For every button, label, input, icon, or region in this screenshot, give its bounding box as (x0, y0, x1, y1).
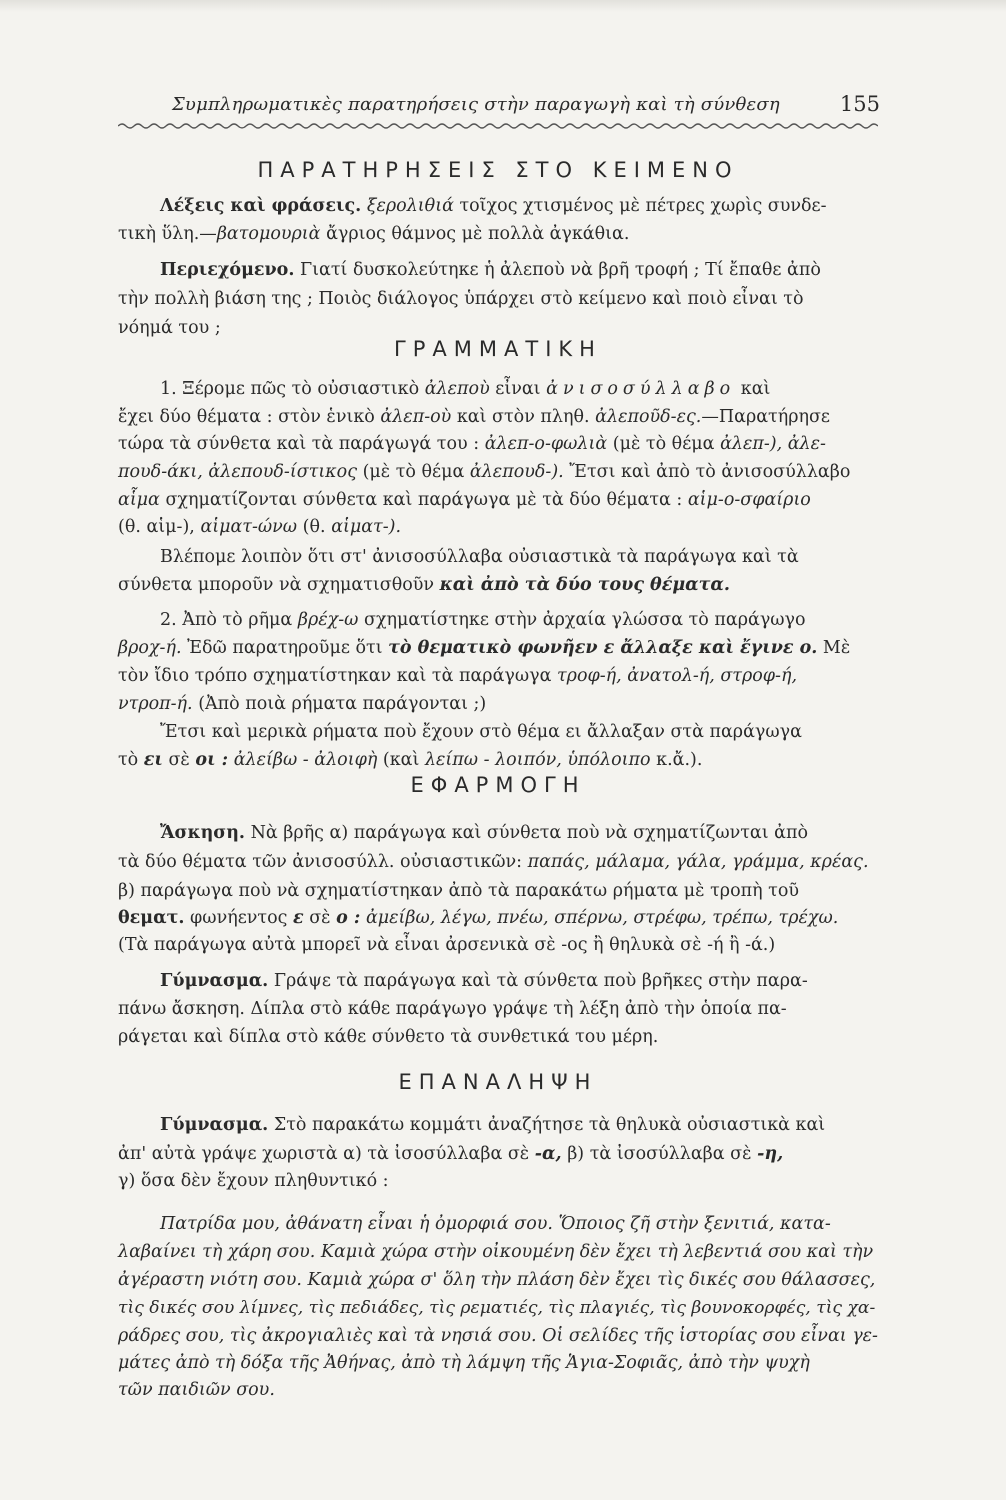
term: ἀλεπ-οὺ (380, 407, 452, 427)
text: σχηματίστηκε στὴν ἀρχαία γλώσσα τὸ παράγωγο (364, 610, 806, 630)
grammar-p3-line-3 (118, 664, 797, 688)
passage-line: ράδρες σου, τὶς ἀκρογιαλιὲς καὶ τὰ νησιά σου. Οἱ σελίδες τῆς ἱστορίας σου εἶναι γε- (118, 1326, 878, 1346)
epanalipsi-line-2 (118, 1142, 783, 1166)
term: αἱματ-). (331, 517, 402, 537)
term: ἀλεπουδ-). (469, 462, 564, 482)
grammar-p1-line-6 (118, 515, 401, 539)
term: αἱμ-ο-σφαίριο (687, 490, 811, 510)
text: (μὲ τὸ θέμα (362, 462, 465, 482)
term: πουδ-άκι, ἀλεπουδ-ίστικος (118, 462, 357, 482)
term: βροχ-ή. (118, 638, 182, 658)
passage-line: λαβαίνει τὴ χάρη σου. Καμιὰ χώρα στὴν οἰκουμένη δὲν ἔχει τὴ λεβεντιά σου καὶ τὴν (118, 1242, 874, 1262)
text: (καὶ (382, 750, 420, 770)
text: σχηματίζονται σύνθετα καὶ παράγωγα μὲ τὰ δύο θέματα : (165, 490, 683, 510)
text: 1. Ξέρομε πῶς τὸ οὐσιαστικὸ (160, 379, 420, 399)
passage-line: ἀγέραστη νιότη σου. Καμιὰ χώρα σ' ὅλη τὴν πλάση δὲν ἔχει τὶς δικές σου θάλασσες, (118, 1270, 876, 1290)
text: σὲ (168, 750, 190, 770)
text: τὸ (118, 750, 139, 770)
emphasis: ο : (336, 908, 361, 928)
emphasis: -α, (534, 1144, 562, 1164)
passage-line: Πατρίδα μου, ἀθάνατη εἶναι ἡ ὀμορφιά σου. Ὅποιος ζῆ στὴν ξενιτιά, κατα- (160, 1214, 831, 1234)
grammar-p2-line-2 (118, 573, 730, 597)
section-heading-grammatiki: ΓΡΑΜΜΑΤΙΚΗ (394, 337, 602, 361)
text: τὸν ἴδιο τρόπο σχηματίστηκαν καὶ τὰ παράγωγα (118, 666, 552, 686)
passage-line: τῶν παιδιῶν σου. (118, 1380, 275, 1400)
text: —Παρατήρησε (701, 407, 830, 427)
periexomeno-label: Περιεχόμενο. (160, 260, 295, 280)
term: τροφ-ή, ἀνατολ-ή, στροφ-ή, (556, 666, 798, 686)
text: θεματ. (118, 908, 185, 928)
text: κ.ἄ.). (656, 750, 703, 770)
scan-edge-shadow (0, 0, 1006, 12)
definition-text: τικὴ ὕλη.— (118, 224, 217, 244)
text: Ἐδῶ παρατηροῦμε ὅτι (187, 638, 383, 658)
running-title: Συμπληρωματικὲς παρατηρήσεις στὴν παραγωγὴ καὶ τὴ σύνθεση (172, 94, 780, 115)
epanalipsi-line-3: γ) ὅσα δὲν ἔχουν πληθυντικό : (118, 1171, 389, 1191)
term: λείπω - λοιπόν, ὑπόλοιπο (424, 750, 651, 770)
term: ἀλεπ-ο-φωλιὰ (484, 434, 608, 454)
page-number: 155 (839, 92, 880, 116)
section-heading-epanalipsi: ΕΠΑΝΑΛΗΨΗ (398, 1070, 598, 1094)
grammar-p3-line-2 (118, 636, 850, 660)
epanalipsi-line-1 (160, 1113, 825, 1137)
gymnasma-label: Γύμνασμα. (160, 1115, 269, 1135)
text: Ἔτσι καὶ ἀπὸ τὸ ἀνισοσύλλαβο (569, 462, 851, 482)
definition-text: ἄγριος θάμνος μὲ πολλὰ ἀγκάθια. (326, 224, 630, 244)
grammar-p3-line-1 (160, 608, 806, 632)
passage-line: μάτες ἀπὸ τὴ δόξα τῆς Ἀθήνας, ἀπὸ τὴ λάμψη τῆς Ἁγια-Σοφιᾶς, ἀπὸ τὴν ψυχὴ (118, 1353, 810, 1373)
askisi-line-2 (118, 850, 869, 874)
periexomeno-line-3: νόημά του ; (118, 318, 221, 338)
term: ἀλεποὺ (424, 379, 490, 399)
term: ντροπ-ή. (118, 694, 193, 714)
text: Μὲ (822, 638, 851, 658)
emphasis: -η, (757, 1144, 784, 1164)
term: ἀλεποῦδ-ες. (595, 407, 702, 427)
text: τὰ δύο θέματα τῶν ἀνισοσύλλ. οὐσιαστικῶν: (118, 852, 523, 872)
wavy-rule-divider (118, 120, 878, 132)
term: ἀλεπ-), ἀλε- (720, 434, 826, 454)
text: ἔχει δύο θέματα : στὸν ἑνικὸ (118, 407, 375, 427)
definition-text: τοῖχος χτισμένος μὲ πέτρες χωρὶς συνδε- (459, 196, 827, 216)
grammar-p4-line-2 (118, 748, 702, 772)
gymnasma-line-1 (160, 969, 808, 993)
text: καὶ στὸν πληθ. (456, 407, 590, 427)
text: τώρα τὰ σύνθετα καὶ τὰ παράγωγά του : (118, 434, 480, 454)
periexomeno-line-1 (160, 258, 821, 282)
emphasis: καὶ ἀπὸ τὰ δύο τους θέματα. (439, 575, 730, 595)
text: εἶναι (495, 379, 541, 399)
grammar-p3-line-4 (118, 692, 486, 716)
section-heading-paratiriseis: ΠΑΡΑΤΗΡΗΣΕΙΣ ΣΤΟ ΚΕΙΜΕΝΟ (257, 158, 739, 182)
text: φωνήεντος (190, 908, 288, 928)
term-list: ἀμείβω, λέγω, πνέω, σπέρνω, στρέφω, τρέπω, τρέχω. (365, 908, 839, 928)
text: σύνθετα μποροῦν νὰ σχηματισθοῦν (118, 575, 435, 595)
askisi-line-5: (Τὰ παράγωγα αὐτὰ μπορεῖ νὰ εἶναι ἀρσενικὰ σὲ -ος ἢ θηλυκὰ σὲ -ή ἢ -ά.) (118, 935, 776, 955)
text: (Ἀπὸ ποιὰ ρήματα παράγονται ;) (198, 694, 487, 714)
askisi-line-3: β) παράγωγα ποὺ νὰ σχηματίστηκαν ἀπὸ τὰ παρακάτω ρήματα μὲ τροπὴ τοῦ (118, 881, 800, 901)
grammar-p1-line-3 (118, 432, 826, 456)
periexomeno-line-2: τὴν πολλὴ βιάση της ; Ποιὸς διάλογος ὑπάρχει στὸ κείμενο καὶ ποιὸ εἶναι τὸ (118, 289, 804, 309)
question-text: Γιατί δυσκολεύτηκε ἡ ἀλεποὺ νὰ βρῆ τροφή ; Τί ἔπαθε ἀπὸ (300, 260, 821, 280)
text: (μὲ τὸ θέμα (612, 434, 715, 454)
emphasis: ει (143, 750, 163, 770)
text: Γράψε τὰ παράγωγα καὶ τὰ σύνθετα ποὺ βρῆκες στὴν παρα- (273, 971, 808, 991)
passage-line: τὶς δικές σου λίμνες, τὶς πεδιάδες, τὶς ρεματιές, τὶς πλαγιές, τὶς βουνοκορφές, τὶς χα- (118, 1298, 876, 1318)
text: Νὰ βρῆς α) παράγωγα καὶ σύνθετα ποὺ νὰ σχηματίζωνται ἀπὸ (250, 823, 809, 843)
text: ἀπ' αὐτὰ γράψε χωριστὰ α) τὰ ἰσοσύλλαβα σὲ (118, 1144, 530, 1164)
emphasis: τὸ θεματικὸ φωνῆεν ε ἄλλαξε καὶ ἔγινε ο. (388, 638, 818, 658)
text: (θ. αἱμ-), (118, 517, 195, 537)
gymnasma-line-2: πάνω ἄσκηση. Δίπλα στὸ κάθε παράγωγο γράψε τὴ λέξη ἀπὸ τὴν ὁποία πα- (118, 999, 787, 1019)
gymnasma-line-3: ράγεται καὶ δίπλα στὸ κάθε σύνθετο τὰ συνθετικά του μέρη. (118, 1027, 659, 1047)
grammar-p1-line-2 (118, 405, 830, 429)
term: βρέχ-ω (297, 610, 359, 630)
term-xerolithia: ξερολιθιά (366, 196, 454, 216)
text: (θ. (302, 517, 326, 537)
askisi-line-1 (160, 821, 808, 845)
running-head (172, 92, 880, 122)
term: αἷμα (118, 490, 160, 510)
text: καὶ (740, 379, 771, 399)
grammar-p4-line-1: Ἔτσι καὶ μερικὰ ρήματα ποὺ ἔχουν στὸ θέμα ει ἄλλαξαν στὰ παράγωγα (160, 722, 802, 742)
lexeis-label: Λέξεις καὶ φράσεις. (160, 196, 362, 216)
grammar-p2-line-1: Βλέπομε λοιπὸν ὅτι στ' ἀνισοσύλλαβα οὐσιαστικὰ τὰ παράγωγα καὶ τὰ (160, 547, 799, 567)
emphasis: οι : (195, 750, 229, 770)
lexeis-line-1 (160, 194, 827, 218)
lexeis-line-2 (118, 222, 629, 246)
text: σὲ (309, 908, 331, 928)
term-list: παπάς, μάλαμα, γάλα, γράμμα, κρέας. (527, 852, 869, 872)
term-vatomouria: βατομουριὰ (216, 224, 321, 244)
gymnasma-label: Γύμνασμα. (160, 971, 269, 991)
text: β) τὰ ἰσοσύλλαβα σὲ (567, 1144, 752, 1164)
askisi-label: Ἄσκηση. (160, 823, 246, 843)
emphasis: ε (293, 908, 304, 928)
grammar-p1-line-4 (118, 460, 850, 484)
term: αἱματ-ώνω (200, 517, 298, 537)
askisi-line-4 (118, 906, 838, 930)
section-heading-efarmogi: ΕΦΑΡΜΟΓΗ (410, 773, 586, 797)
term: ἀλείβω - ἀλοιφὴ (233, 750, 378, 770)
text: 2. Ἀπὸ τὸ ρῆμα (160, 610, 293, 630)
grammar-p1-line-1 (160, 377, 770, 401)
text: Στὸ παρακάτω κομμάτι ἀναζήτησε τὰ θηλυκὰ οὐσιαστικὰ καὶ (273, 1115, 826, 1135)
grammar-p1-line-5 (118, 488, 811, 512)
term-anisosyllabo: ἀνισοσύλλαβο (546, 379, 736, 399)
